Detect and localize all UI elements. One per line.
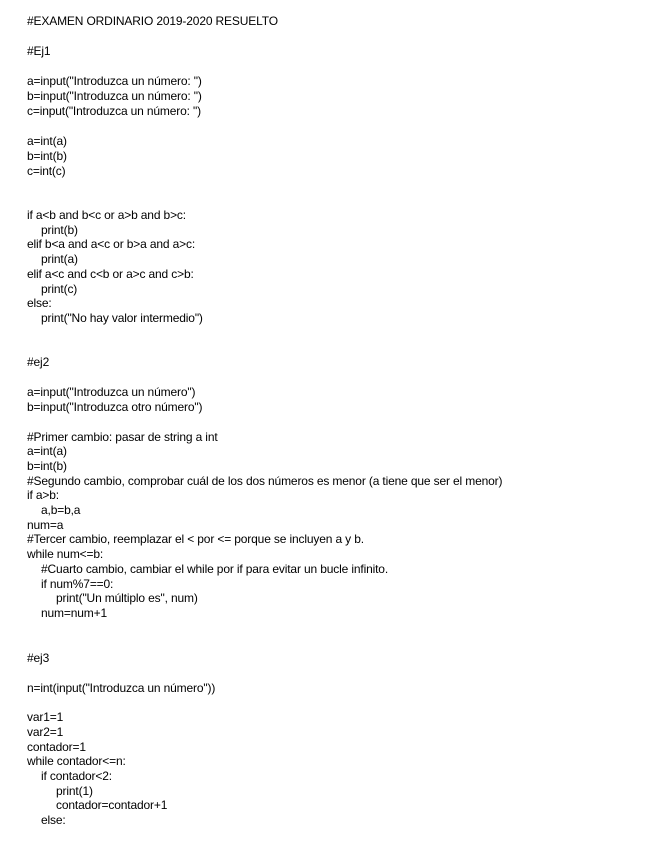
code-line: a=int(a): [27, 134, 67, 148]
code-line: print(a): [41, 252, 78, 266]
code-comment: #Cuarto cambio, cambiar el while por if para evitar un bucle infinito.: [41, 562, 389, 576]
code-line: c=int(c): [27, 164, 66, 178]
code-line: contador=1: [27, 740, 86, 754]
code-line: while contador<=n:: [27, 754, 126, 768]
code-line: print(1): [56, 784, 93, 798]
code-line: print("Un múltiplo es", num): [56, 591, 198, 605]
code-line: b=int(b): [27, 149, 67, 163]
code-line: while num<=b:: [27, 547, 104, 561]
code-line: num=num+1: [41, 606, 108, 620]
code-line: a=input("Introduzca un número"): [27, 385, 196, 399]
code-line: if contador<2:: [41, 769, 112, 783]
code-line: print(c): [41, 282, 78, 296]
code-comment: #Primer cambio: pasar de string a int: [27, 430, 218, 444]
code-line: else:: [27, 296, 52, 310]
document-title: #EXAMEN ORDINARIO 2019-2020 RESUELTO: [27, 14, 278, 28]
code-line: if num%7==0:: [41, 577, 114, 591]
code-line: print(b): [41, 223, 78, 237]
code-line: print("No hay valor intermedio"): [41, 311, 203, 325]
code-comment: #Tercer cambio, reemplazar el < por <= porque se incluyen a y b.: [27, 532, 364, 546]
code-line: a=int(a): [27, 444, 67, 458]
code-line: if a<b and b<c or a>b and b>c:: [27, 208, 186, 222]
code-line: if a>b:: [27, 488, 59, 502]
code-line: elif b<a and a<c or b>a and a>c:: [27, 237, 195, 251]
section-heading-ej1: #Ej1: [27, 44, 51, 58]
code-line: var1=1: [27, 710, 64, 724]
code-line: a=input("Introduzca un número: "): [27, 74, 202, 88]
code-line: var2=1: [27, 725, 64, 739]
section-heading-ej3: #ej3: [27, 651, 50, 665]
code-line: b=int(b): [27, 459, 67, 473]
code-line: n=int(input("Introduzca un número")): [27, 681, 216, 695]
code-line: else:: [41, 813, 66, 827]
code-line: num=a: [27, 518, 64, 532]
code-line: a,b=b,a: [41, 503, 81, 517]
code-line: b=input("Introduzca un número: "): [27, 89, 202, 103]
code-comment: #Segundo cambio, comprobar cuál de los dos números es menor (a tiene que ser el menor): [27, 474, 503, 488]
code-line: b=input("Introduzca otro número"): [27, 400, 203, 414]
code-line: contador=contador+1: [56, 798, 168, 812]
code-line: elif a<c and c<b or a>c and c>b:: [27, 267, 194, 281]
code-line: c=input("Introduzca un número: "): [27, 104, 201, 118]
section-heading-ej2: #ej2: [27, 355, 50, 369]
